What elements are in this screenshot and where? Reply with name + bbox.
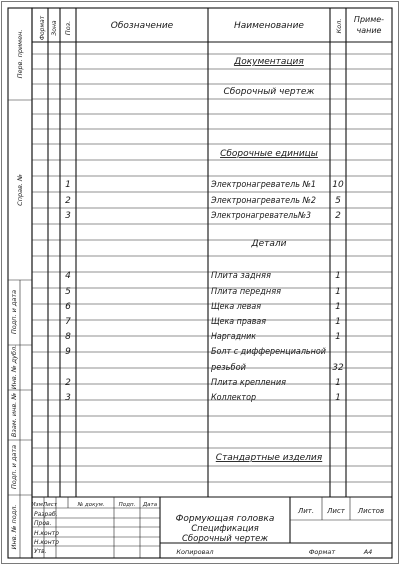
row-name: Плита задняя: [211, 271, 271, 281]
header-pos: Поз.: [64, 20, 72, 36]
row-quantity: 1: [335, 393, 341, 403]
side-label-inv-orig: Инв. № подл.: [10, 504, 18, 550]
tb-prov: Пров.: [34, 520, 52, 527]
header-format: Формат: [39, 15, 46, 41]
section-assembly-units: Сборочные единицы: [220, 149, 318, 159]
row-position: 9: [65, 347, 71, 357]
row-name: резьбой: [210, 363, 247, 373]
row-position: 8: [65, 332, 71, 342]
row-quantity: 1: [335, 302, 341, 312]
side-label-inv-dubl: Инв. № дубл.: [10, 344, 18, 390]
row-quantity: 32: [332, 363, 344, 373]
row-quantity: 1: [335, 287, 341, 297]
row-name: Болт с дифференциальной: [211, 347, 327, 357]
side-label-first-use: Перв. примен.: [16, 29, 24, 79]
row-position: 5: [65, 287, 71, 297]
assembly-units-list: [65, 180, 344, 221]
parts-list: [65, 271, 344, 403]
row-position: 2: [65, 196, 71, 206]
row-quantity: 1: [335, 317, 341, 327]
side-label-reference: Справ. №: [16, 174, 24, 206]
row-quantity: 1: [335, 271, 341, 281]
header-note-line1: Приме-: [353, 15, 385, 24]
row-name: Плита крепления: [211, 378, 286, 388]
tb-n-kontr-1: Н.контр: [34, 530, 59, 537]
header-name: Наименование: [234, 21, 304, 31]
header-qty: Кол.: [335, 18, 343, 34]
row-name: Щека правая: [211, 317, 266, 327]
doc-title-line3: Сборочный чертеж: [182, 534, 268, 544]
row-position: 1: [65, 180, 71, 190]
tb-format-label: Формат: [308, 548, 336, 556]
section-parts: Детали: [251, 239, 287, 249]
tb-copied: Копировал: [176, 548, 214, 556]
row-quantity: 2: [335, 211, 341, 221]
row-position: 7: [65, 317, 71, 327]
row-name: Электронагреватель№3: [210, 211, 311, 221]
tb-razrab: Разраб.: [34, 511, 58, 518]
section-standard-items: Стандартные изделия: [215, 453, 323, 463]
row-name: Электронагреватель №2: [210, 196, 316, 206]
tb-sheets: Листов: [357, 507, 385, 515]
row-position: 3: [65, 211, 71, 221]
section-documentation: Документация: [234, 57, 304, 67]
doc-title-line2: Спецификация: [191, 524, 259, 534]
row-quantity: 1: [335, 332, 341, 342]
inner-frame: [32, 8, 392, 558]
row-quantity: 5: [335, 196, 341, 206]
tb-utv: Утв.: [34, 548, 47, 555]
row-position: 2: [65, 378, 71, 388]
row-name: Плита передняя: [211, 287, 281, 297]
tb-n-kontr-2: Н.контр: [34, 539, 59, 546]
row-name: Наргадник: [211, 332, 257, 342]
tb-doc: № докум.: [77, 502, 105, 508]
tb-list: Лист: [43, 502, 57, 508]
row-quantity: 10: [332, 180, 344, 190]
section-assembly-drawing: Сборочный чертеж: [223, 87, 315, 97]
row-name: Щека левая: [211, 302, 261, 312]
tb-sign: Подп.: [118, 502, 136, 508]
row-position: 3: [65, 393, 71, 403]
row-position: 4: [65, 271, 71, 281]
side-label-sign-date-2: Подп. и дата: [10, 444, 18, 490]
tb-format-value: А4: [363, 548, 373, 556]
row-position: 6: [65, 302, 71, 312]
sheet-edge: [2, 2, 399, 564]
header-zone: Зона: [51, 20, 58, 36]
doc-title-line1: Формующая головка: [175, 514, 275, 524]
row-quantity: 1: [335, 378, 341, 388]
row-name: Электронагреватель №1: [210, 180, 316, 190]
side-label-sign-date-1: Подп. и дата: [10, 289, 18, 335]
tb-lit: Лит.: [297, 507, 315, 515]
header-designation: Обозначение: [110, 21, 174, 31]
header-note-line2: чание: [356, 26, 382, 35]
tb-date: Дата: [142, 502, 158, 508]
row-name: Коллектор: [211, 393, 256, 403]
tb-sheet: Лист: [327, 507, 345, 515]
tb-izm: Изм.: [31, 502, 45, 508]
side-label-vzam-inv: Взам. инв. №: [10, 392, 18, 438]
table-row-lines: [32, 54, 392, 482]
